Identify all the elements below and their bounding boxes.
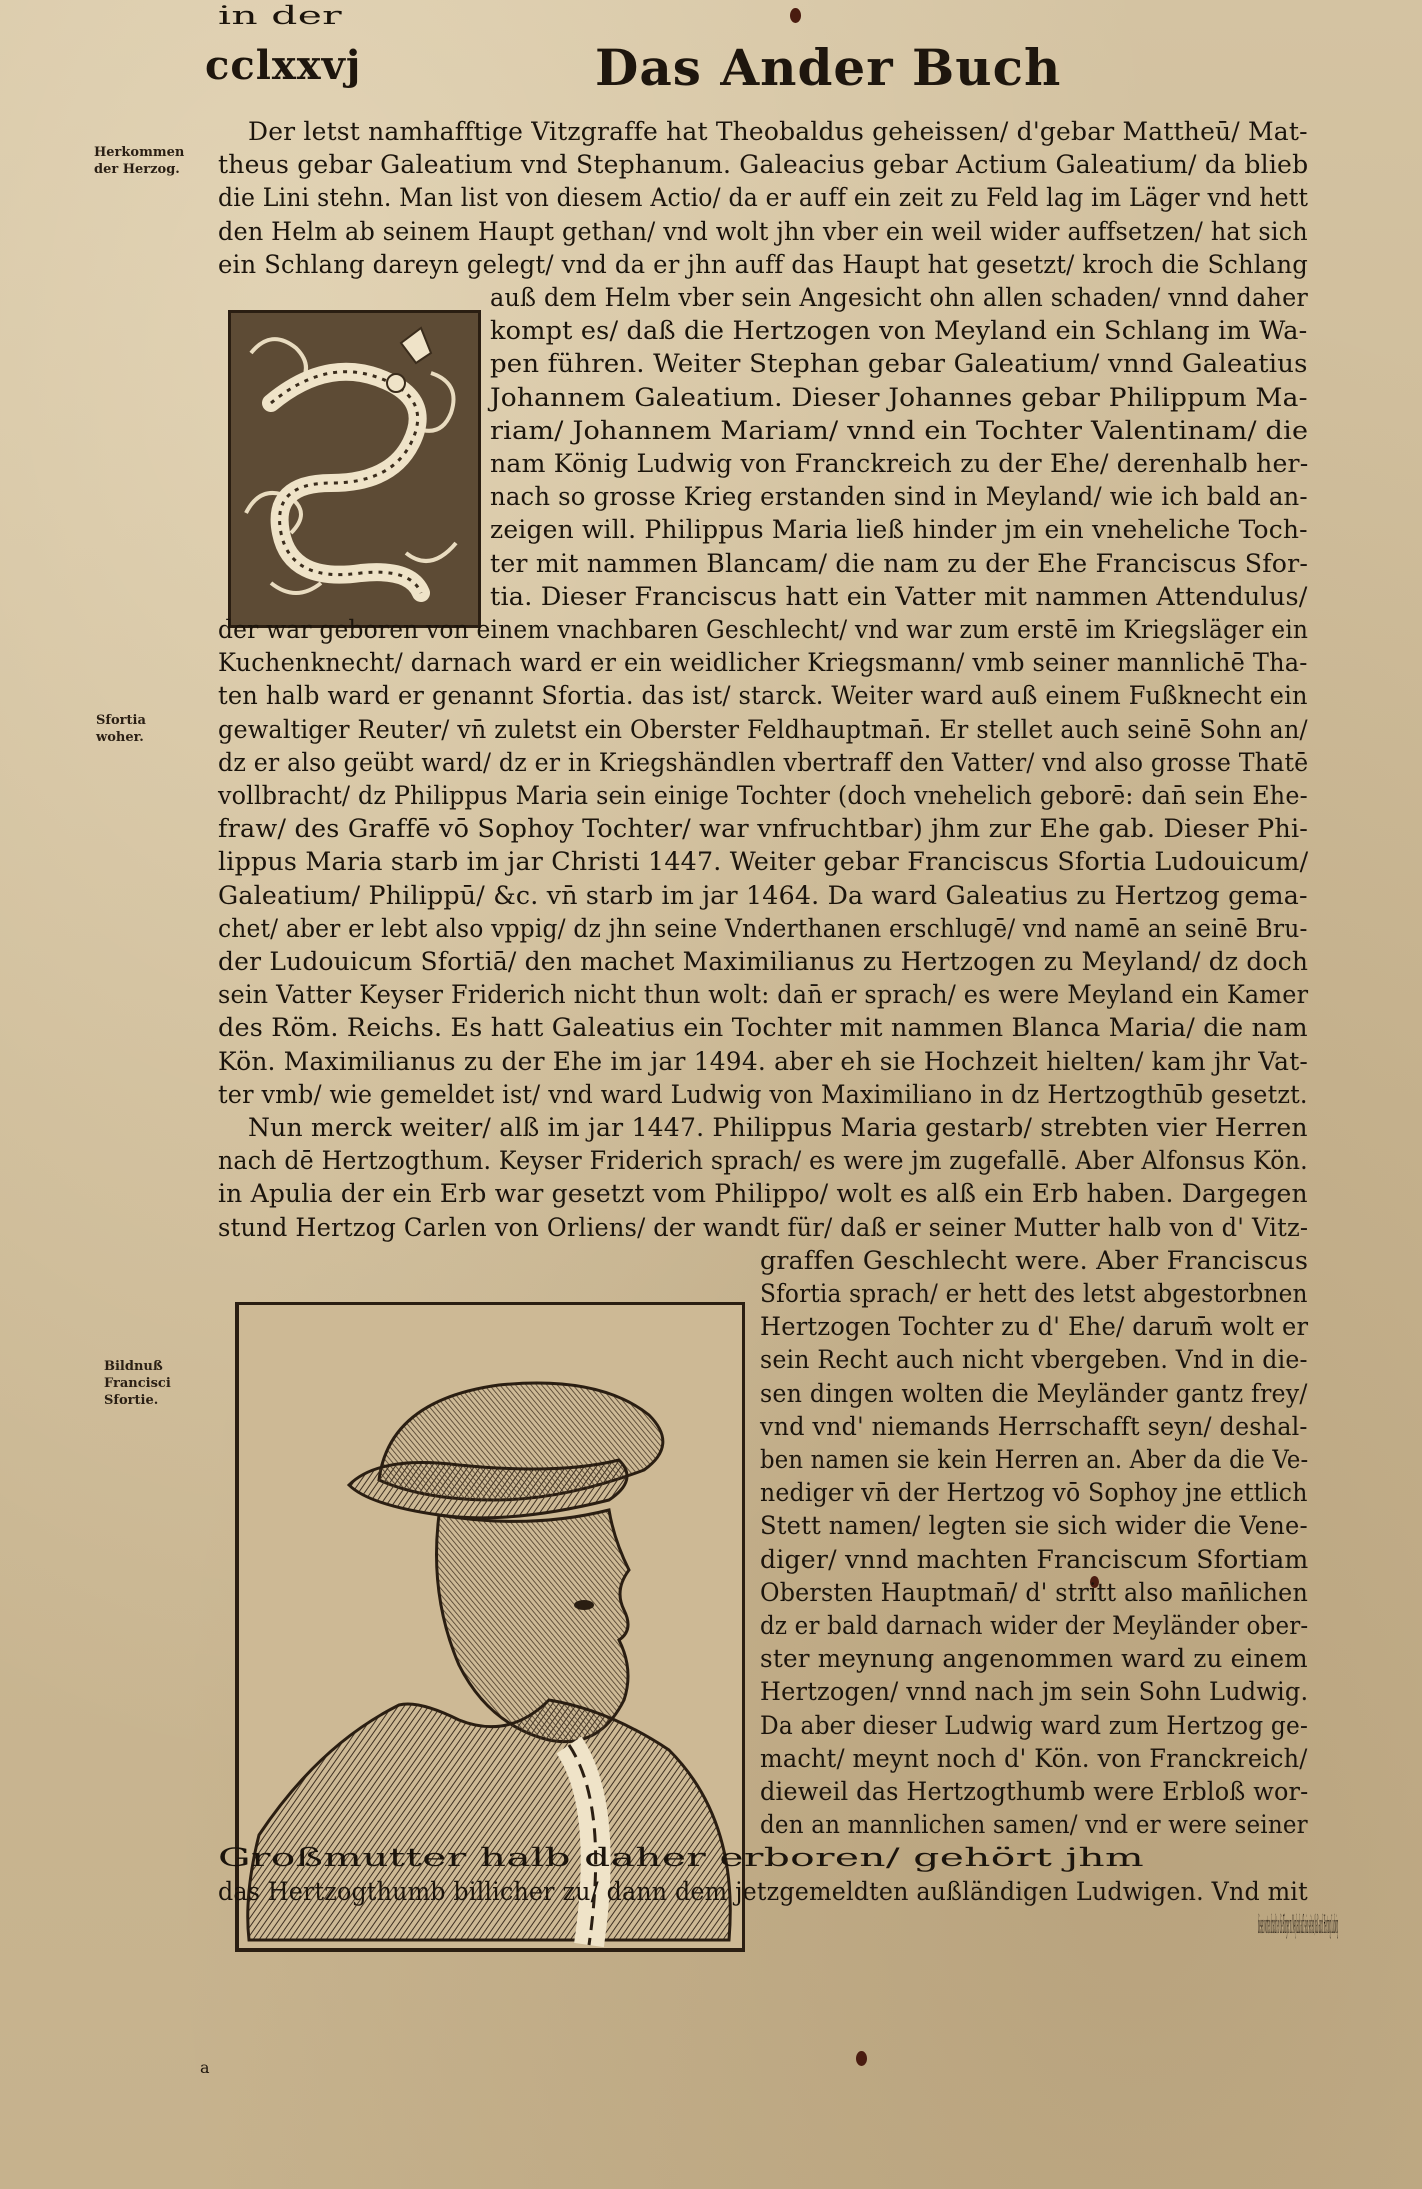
text-line: gewaltiger Reuter/ vn̄ zuletst ein Oberster Feldhauptman̄. Er stellet auch seinē Sohn an/ <box>218 714 1308 745</box>
text-line: nach dē Hertzogthum. Keyser Friderich sprach/ es were jm zugefallē. Aber Alfonsus Kön. <box>218 1146 1308 1177</box>
text-line: vnd vnd' niemands Herrschafft seyn/ deshal- <box>760 1411 1308 1442</box>
text-line: ben namen sie kein Herren an. Aber da die Ve- <box>760 1445 1309 1475</box>
text-line: der Ludouicum Sfortiā/ den machet Maximilianus zu Hertzogen zu Meyland/ dz doch <box>218 947 1309 977</box>
text-line: ter mit nammen Blancam/ die nam zu der Ehe Franciscus Sfor- <box>490 548 1309 579</box>
text-line: ten halb ward er genannt Sfortia. das ist/ starck. Weiter ward auß einem Fußknecht ein <box>218 681 1308 712</box>
text-line: sein Recht auch nicht vbergeben. Vnd in die- <box>760 1345 1308 1376</box>
text-line: nediger vn̄ der Hertzog vō Sophoy jne ettlich <box>760 1478 1308 1509</box>
text-line: stund Hertzog Carlen von Orliens/ der wandt für/ daß er seiner Mutter halb von d' Vitz- <box>218 1212 1309 1243</box>
text-line: des Röm. Reichs. Es hatt Galeatius ein Tochter mit nammen Blanca Maria/ die nam <box>218 1013 1308 1044</box>
text-line: in Apulia der ein Erb war gesetzt vom Philippo/ wolt es alß ein Erb haben. Dargegen <box>218 1179 1308 1210</box>
text-line: sen dingen wolten die Meyländer gantz frey/ <box>760 1378 1308 1409</box>
text-line: Großmutter halb daher erboren/ gehört jhm <box>218 1843 1145 1874</box>
text-line: die Lini stehn. Man list von diesem Actio/ da er auff ein zeit zu Feld lag im Läger vnd hett <box>218 183 1309 214</box>
text-line: dz er also geübt ward/ dz er in Kriegshändlen vbertraff den Vatter/ vnd also grosse Thatē <box>218 747 1309 778</box>
text-line: Der letst namhafftige Vitzgraffe hat Theobaldus geheissen/ d'gebar Mattheū/ Mat- <box>248 117 1308 147</box>
text-line: ster meynung angenommen ward zu einem <box>760 1644 1308 1675</box>
text-line: Kuchenknecht/ darnach ward er ein weidlicher Kriegsmann/ vmb seiner mannlichē Tha- <box>218 648 1308 679</box>
text-line: das Hertzogthumb billicher zu/ dann dem jetzgemeldten außländigen Ludwigen. Vnd mit <box>218 1876 1308 1907</box>
serpent-initial-icon <box>231 313 478 625</box>
text-line: chet/ aber er lebt also vppig/ dz jhn seine Vnderthanen erschlugē/ vnd namē an seinē Bru- <box>218 913 1308 944</box>
text-line: tia. Dieser Franciscus hatt ein Vatter mit nammen Attendulus/ <box>490 581 1308 612</box>
text-line: der war geboren von einem vnachbaren Geschlecht/ vnd war zum erstē im Kriegsläger ein <box>218 615 1309 645</box>
text-line: Johannem Galeatium. Dieser Johannes gebar Philippum Ma- <box>490 382 1308 413</box>
text-line: auß dem Helm vber sein Angesicht ohn allen schaden/ vnnd daher <box>490 283 1309 313</box>
text-line: nach so grosse Krieg erstanden sind in Meyland/ wie ich bald an- <box>490 482 1308 513</box>
signature-mark: a <box>200 2058 210 2077</box>
text-line: diesen worten bracht er die Bürger zu Meyland auff sein seiten/ daß auch Hertzog Ludwig <box>1258 1909 1338 1940</box>
text-line: graffen Geschlecht were. Aber Franciscus <box>760 1245 1309 1276</box>
text-line: dz er bald darnach wider der Meyländer ober- <box>760 1611 1309 1641</box>
text-line: Nun merck weiter/ alß im jar 1447. Philippus Maria gestarb/ strebten vier Herren <box>248 1113 1308 1143</box>
text-line: Da aber dieser Ludwig ward zum Hertzog ge- <box>760 1710 1309 1741</box>
margin-note-sfortia: Sfortia woher. <box>96 713 146 745</box>
text-line: fraw/ des Graffē vō Sophoy Tochter/ war vnfruchtbar) jhm zur Ehe gab. Dieser Phi- <box>218 814 1309 845</box>
text-line: Hertzogen/ vnnd nach jm sein Sohn Ludwig. <box>760 1677 1309 1708</box>
margin-note-herkommen: Herkommen der Herzog. <box>94 145 185 177</box>
text-line: lippus Maria starb im jar Christi 1447. Weiter gebar Franciscus Sfortia Ludouicum/ <box>218 847 1309 878</box>
text-line: Sfortia sprach/ er hett des letst abgestorbnen <box>760 1279 1308 1309</box>
running-title: Das Ander Buch <box>595 38 1062 97</box>
ink-stain-bottom <box>856 2051 867 2066</box>
text-line: in der <box>218 1 342 31</box>
text-line: Galeatium/ Philippū/ &c. vn̄ starb im jar 1464. Da ward Galeatius zu Hertzog gema- <box>218 880 1308 911</box>
text-line: diger/ vnnd machten Franciscum Sfortiam <box>760 1544 1309 1575</box>
text-line: Obersten Hauptman̄/ d' stritt also man̄lichen <box>760 1577 1308 1608</box>
text-line: Kön. Maximilianus zu der Ehe im jar 1494. aber eh sie Hochzeit hielten/ kam jhr Vat- <box>218 1046 1309 1077</box>
text-line: macht/ meynt noch d' Kön. von Franckreich/ <box>760 1743 1308 1774</box>
margin-note-bildnuss: Bildnuß Francisci Sfortie. <box>104 1359 171 1408</box>
text-line: vollbracht/ dz Philippus Maria sein einige Tochter (doch vnehelich geborē: dan̄ sein Ehe- <box>218 781 1308 811</box>
text-line: riam/ Johannem Mariam/ vnnd ein Tochter Valentinam/ die <box>490 415 1309 446</box>
text-line: ter vmb/ wie gemeldet ist/ vnd ward Ludwig von Maximiliano in dz Hertzogthūb gesetzt. <box>218 1079 1308 1110</box>
text-line: den Helm ab seinem Haupt gethan/ vnd wolt jhn vber ein weil wider auffsetzen/ hat sich <box>218 216 1308 247</box>
text-line: kompt es/ daß die Hertzogen von Meyland ein Schlang im Wa- <box>490 316 1308 347</box>
folio-number: cclxxvj <box>205 42 362 89</box>
text-line: ein Schlang dareyn gelegt/ vnd da er jhn auff das Haupt hat gesetzt/ kroch die Schlang <box>218 249 1308 280</box>
text-line: Hertzogen Tochter zu d' Ehe/ darum̄ wolt er <box>760 1312 1309 1343</box>
text-line: nam König Ludwig von Franckreich zu der Ehe/ derenhalb her- <box>490 449 1309 479</box>
woodcut-initial-s <box>228 310 481 628</box>
text-line: dieweil das Hertzogthumb were Erbloß wor- <box>760 1777 1309 1807</box>
text-line: den an mannlichen samen/ vnd er were seiner <box>760 1810 1308 1841</box>
text-line: zeigen will. Philippus Maria ließ hinder jm ein vneheliche Toch- <box>490 515 1308 546</box>
text-line: sein Vatter Keyser Friderich nicht thun wolt: dan̄ er sprach/ es were Meyland ein Kamer <box>218 980 1309 1011</box>
text-line: pen führen. Weiter Stephan gebar Galeatium/ vnnd Galeatius <box>490 349 1308 380</box>
ink-stain-top <box>790 8 801 23</box>
text-line: Stett namen/ legten sie sich wider die Vene- <box>760 1511 1308 1542</box>
text-line: theus gebar Galeatium vnd Stephanum. Galeacius gebar Actium Galeatium/ da blieb <box>218 150 1309 181</box>
